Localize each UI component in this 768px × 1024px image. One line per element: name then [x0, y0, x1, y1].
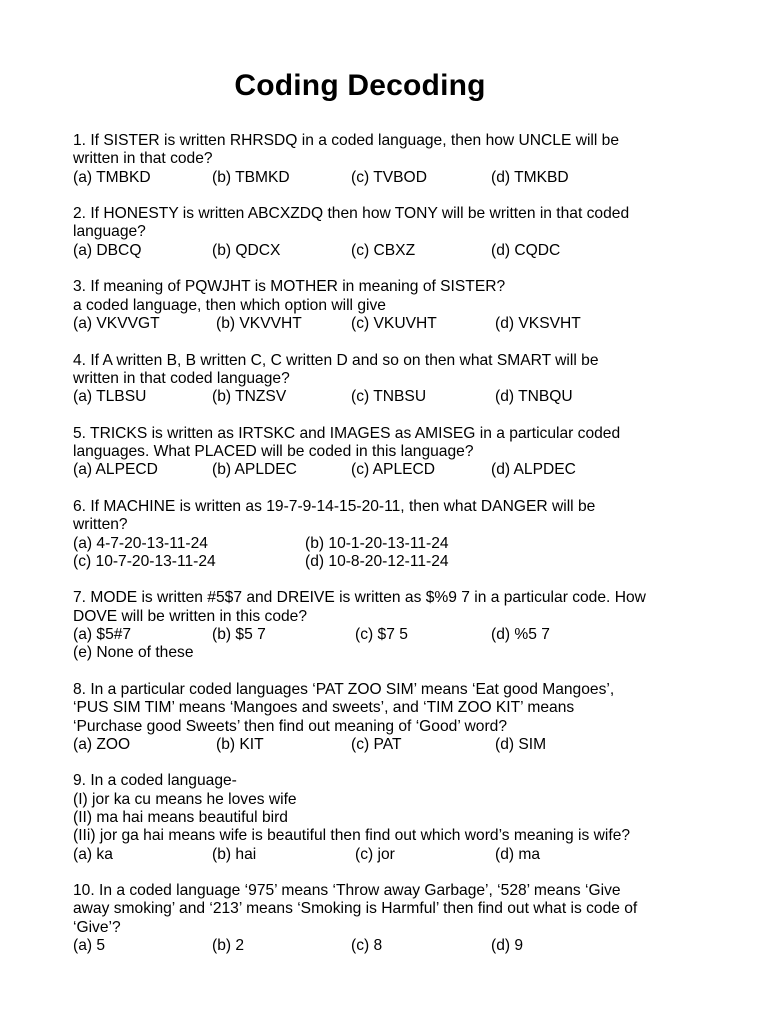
- option-b: (b) TNZSV: [212, 388, 287, 406]
- option-d: (d) SIM: [495, 735, 547, 753]
- options-row: [73, 242, 713, 260]
- option-a: (a) TMBKD: [73, 168, 151, 186]
- page-title: Coding Decoding: [234, 69, 486, 102]
- options-row: [73, 937, 713, 955]
- option-c: (c) APLECD: [351, 461, 436, 479]
- question-text: 7. MODE is written #5$7 and DREIVE is written as $%9 7 in a particular code. How DOVE will be written in this code?: [73, 589, 646, 625]
- option-c: (c) $7 5: [355, 626, 408, 644]
- options-row: [73, 315, 713, 333]
- option-b: (b) VKVVHT: [216, 314, 302, 332]
- question-10: [73, 882, 713, 955]
- option-c: (c) 8: [351, 937, 383, 955]
- question-list: [73, 132, 713, 974]
- option-c: (c) jor: [355, 845, 395, 863]
- option-a: (a) DBCQ: [73, 241, 142, 259]
- option-c: (c) 10-7-20-13-11-24: [73, 552, 216, 570]
- option-c: (c) PAT: [351, 735, 402, 753]
- option-e: (e) None of these: [73, 644, 194, 662]
- question-6: [73, 498, 713, 571]
- option-d: (d) CQDC: [491, 241, 561, 259]
- option-d: (d) ALPDEC: [491, 461, 576, 479]
- option-a: (a) TLBSU: [73, 388, 147, 406]
- question-1: [73, 132, 713, 187]
- option-c: (c) CBXZ: [351, 241, 416, 259]
- option-b: (b) QDCX: [212, 241, 281, 259]
- question-text: 6. If MACHINE is written as 19-7-9-14-15-20-11, then what DANGER will be written?: [73, 497, 596, 534]
- question-4: [73, 352, 713, 407]
- option-d: (d) TNBQU: [495, 388, 573, 406]
- option-a: (a) 4-7-20-13-11-24: [73, 534, 208, 552]
- question-text: 5. TRICKS is written as IRTSKC and IMAGES as AMISEG in a particular coded languages. What PLACED will be coded in this language?: [73, 424, 621, 461]
- option-b: (b) 2: [212, 937, 245, 955]
- question-text: 4. If A written B, B written C, C written D and so on then what SMART will be written in that coded language?: [73, 351, 599, 387]
- option-d: (d) ma: [495, 845, 541, 863]
- option-b: (b) KIT: [216, 735, 264, 753]
- question-3: [73, 278, 713, 333]
- question-7: [73, 589, 713, 662]
- question-text: 3. If meaning of PQWJHT is MOTHER in meaning of SISTER? a coded language, then which option will give: [73, 278, 506, 314]
- question-text: 8. In a particular coded languages ‘PAT ZOO SIM’ means ‘Eat good Mangoes’, ‘PUS SIM TIM’ means ‘Mangoes and sweets’, and ‘TIM ZOO KIT’ means ‘Purchase good Sweets’ then find out meaning of ‘Good’ word?: [73, 680, 615, 735]
- options-row: [73, 461, 713, 479]
- question-2: [73, 205, 713, 260]
- option-a: (a) $5#7: [73, 626, 132, 644]
- question-8: [73, 681, 713, 754]
- option-a: (a) ZOO: [73, 735, 131, 753]
- option-b: (b) TBMKD: [212, 168, 290, 186]
- option-a: (a) 5: [73, 937, 106, 955]
- option-a: (a) ALPECD: [73, 461, 158, 479]
- option-d: (d) 9: [491, 937, 524, 955]
- options-row: [73, 553, 713, 571]
- option-c: (c) VKUVHT: [351, 314, 437, 332]
- option-d: (d) VKSVHT: [495, 314, 581, 332]
- question-text: 1. If SISTER is written RHRSDQ in a coded language, then how UNCLE will be written in that code?: [73, 132, 620, 168]
- options-row: [73, 388, 713, 406]
- option-a: (a) VKVVGT: [73, 314, 160, 332]
- option-c: (c) TNBSU: [351, 388, 427, 406]
- question-text: 2. If HONESTY is written ABCXZDQ then how TONY will be written in that coded language?: [73, 205, 630, 241]
- option-d: (d) 10-8-20-12-11-24: [305, 552, 449, 570]
- option-a: (a) ka: [73, 845, 113, 863]
- options-row: [73, 169, 713, 187]
- option-b: (b) APLDEC: [212, 461, 297, 479]
- question-text: 9. In a coded language- (I) jor ka cu means he loves wife (II) ma hai means beautiful bird (IIi) jor ga hai means wife is beautiful then find out which word’s meaning is wife?: [73, 772, 631, 845]
- options-row: [73, 736, 713, 754]
- question-9: [73, 772, 713, 863]
- options-row: [73, 846, 713, 864]
- option-b: (b) hai: [212, 845, 257, 863]
- option-b: (b) 10-1-20-13-11-24: [305, 534, 449, 552]
- question-text: 10. In a coded language ‘975’ means ‘Throw away Garbage’, ‘528’ means ‘Give away smoking’ and ‘213’ means ‘Smoking is Harmful’ then find out what is code of ‘Give’?: [73, 882, 638, 936]
- options-row: [73, 535, 713, 553]
- option-c: (c) TVBOD: [351, 168, 427, 186]
- option-b: (b) $5 7: [212, 626, 266, 644]
- option-d: (d) TMKBD: [491, 168, 569, 186]
- question-5: [73, 425, 713, 480]
- option-d: (d) %5 7: [491, 626, 550, 644]
- options-row: [73, 626, 713, 644]
